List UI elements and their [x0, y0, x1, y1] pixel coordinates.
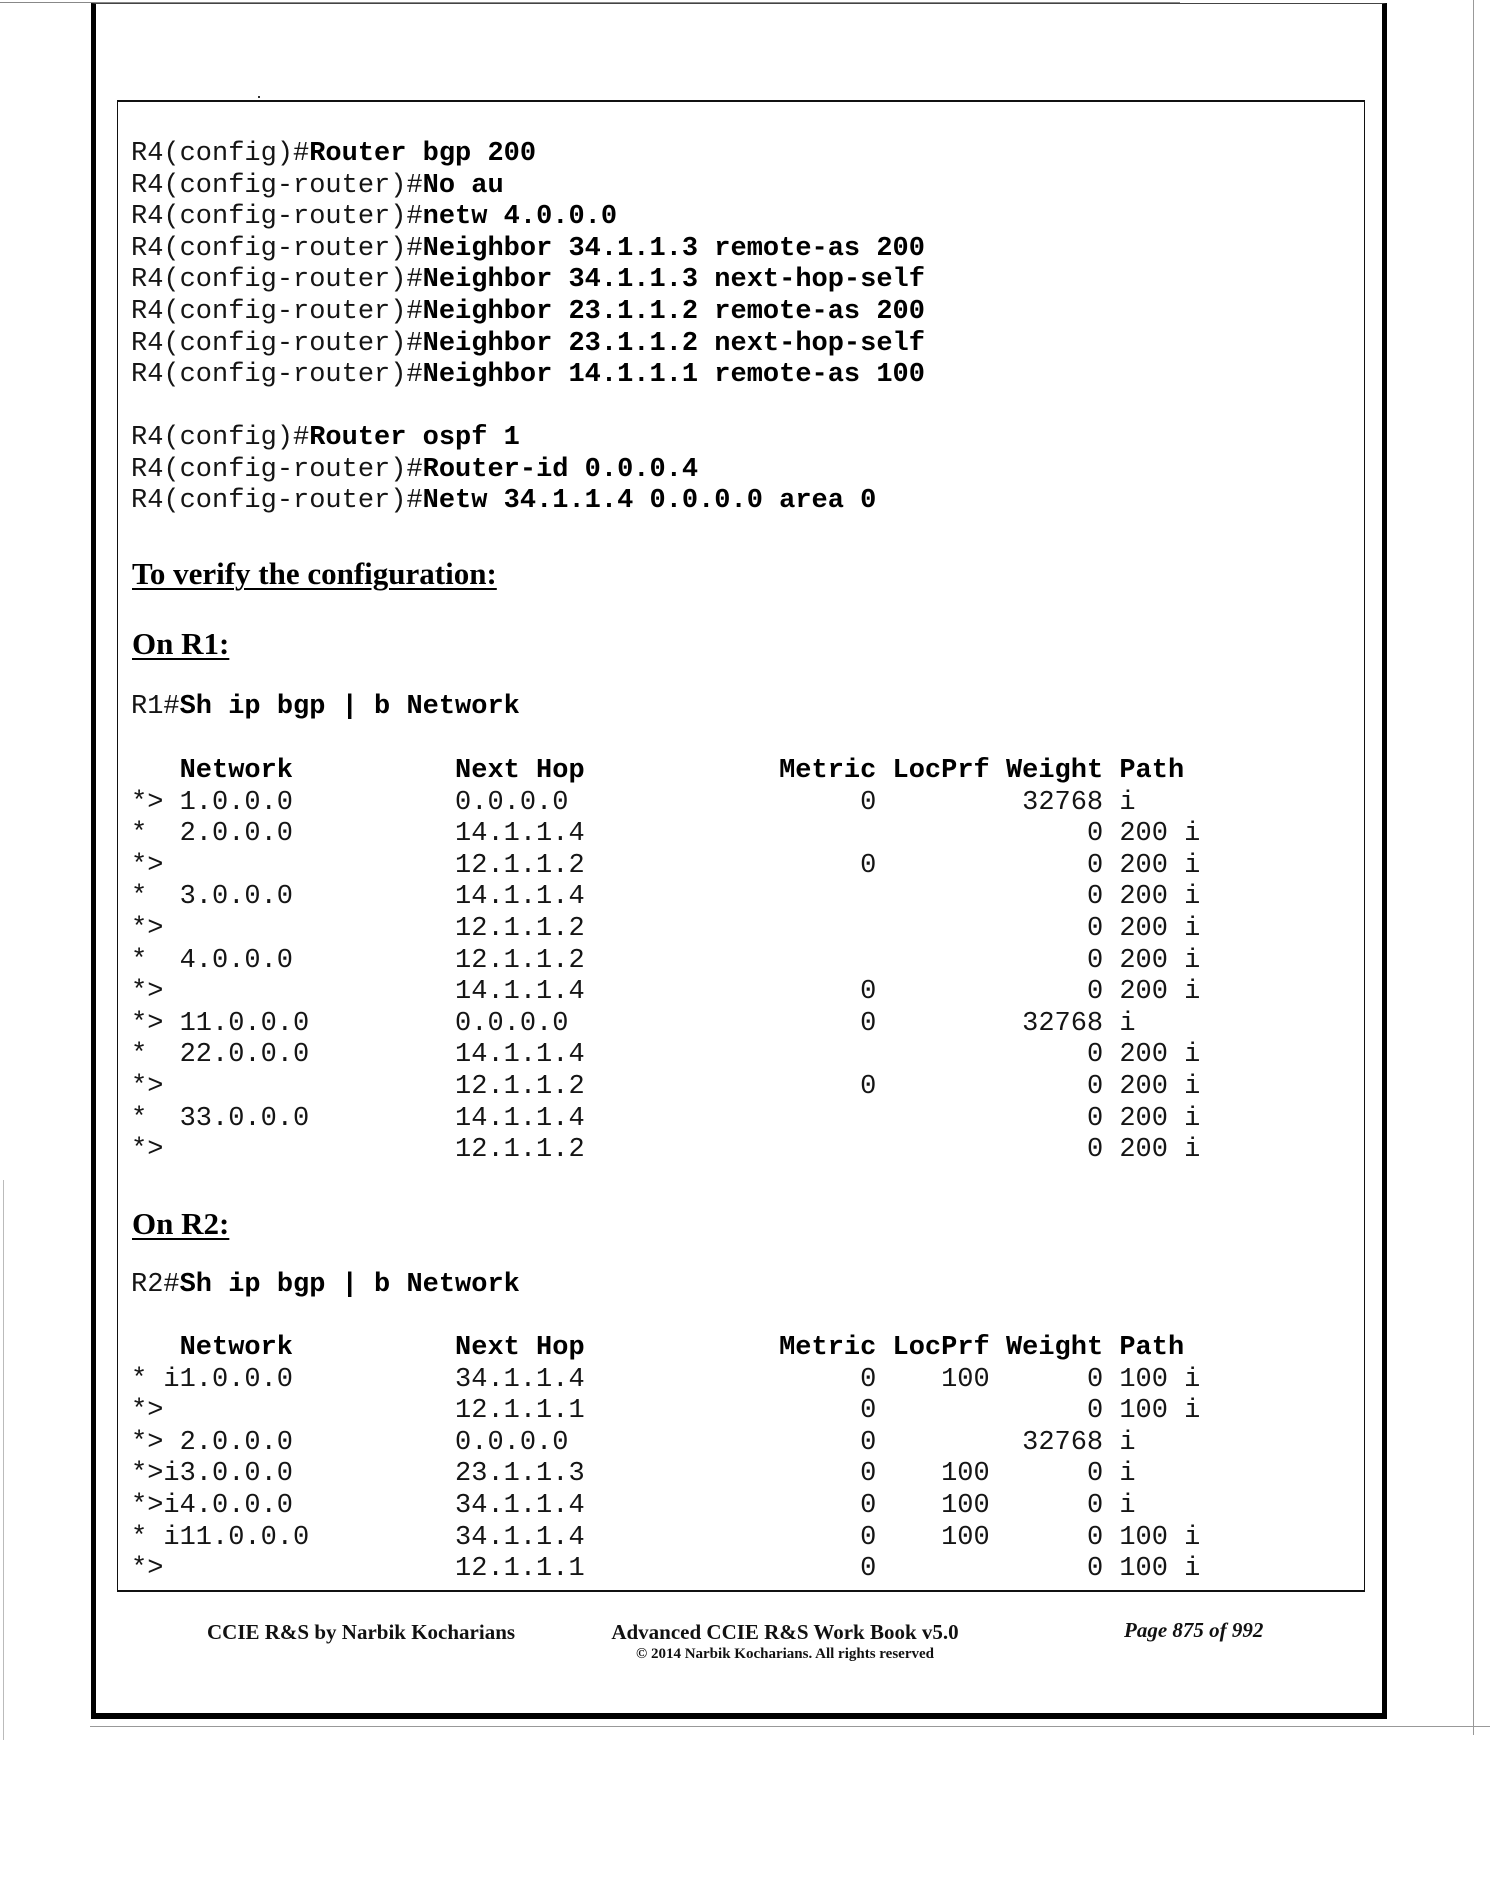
route-path: 200 i: [1119, 1135, 1201, 1166]
route-next-hop: 12.1.1.2: [455, 1071, 585, 1102]
route-next-hop: 0.0.0.0: [455, 787, 569, 818]
table-row: [131, 977, 1231, 1009]
config-command: Netw 34.1.1.4 0.0.0.0 area 0: [422, 486, 877, 517]
route-metric: 0: [860, 1427, 877, 1458]
route-metric: 0: [860, 787, 877, 818]
r2-command-line: [131, 1270, 520, 1302]
route-status: *>: [131, 850, 164, 881]
route-weight: 0: [1086, 1135, 1104, 1166]
route-weight: 0: [1086, 1103, 1104, 1134]
route-weight: 0: [1086, 1040, 1104, 1071]
route-locprf: 100: [941, 1522, 990, 1553]
table-row: [131, 882, 1231, 914]
route-next-hop: 14.1.1.4: [455, 977, 585, 1008]
footer-book-title: Advanced CCIE R&S Work Book v5.0: [611, 1620, 959, 1644]
route-network: 1.0.0.0: [179, 1364, 294, 1395]
route-status: *: [131, 1040, 148, 1071]
route-network: 11.0.0.0: [179, 1008, 310, 1039]
table-row: [131, 1009, 1231, 1041]
route-status: *>: [131, 1008, 164, 1039]
config-command: No au: [422, 170, 504, 201]
r4-ospf-config: [131, 423, 876, 518]
route-metric: 0: [860, 1490, 877, 1521]
route-next-hop: 0.0.0.0: [455, 1427, 569, 1458]
r1-command: Sh ip bgp | b Network: [179, 692, 520, 722]
route-status: *>: [131, 977, 164, 1008]
table-row: [131, 1135, 1231, 1167]
table-row: [131, 1396, 1231, 1428]
scan-edge-bottom: [90, 1726, 1490, 1727]
verify-heading: To verify the configuration:: [132, 556, 497, 591]
config-prompt: R4(config)#: [131, 423, 310, 453]
route-path: i: [1119, 1459, 1136, 1490]
config-prompt: R4(config-router)#: [131, 170, 423, 201]
route-next-hop: 12.1.1.1: [455, 1554, 585, 1585]
route-metric: 0: [860, 1522, 877, 1553]
route-network: 2.0.0.0: [179, 819, 294, 850]
route-path: i: [1119, 1008, 1136, 1039]
table-row: [131, 1554, 1231, 1586]
route-metric: 0: [860, 1554, 877, 1585]
route-path: 100 i: [1119, 1396, 1201, 1427]
config-command: Neighbor 34.1.1.3 next-hop-self: [422, 265, 925, 296]
r2-bgp-table: [131, 1333, 1231, 1586]
route-next-hop: 34.1.1.4: [455, 1364, 585, 1395]
config-command: Neighbor 23.1.1.2 remote-as 200: [422, 296, 925, 327]
route-path: 200 i: [1119, 1040, 1201, 1071]
config-line: [131, 171, 925, 203]
route-weight: 0: [1086, 1490, 1104, 1521]
config-line: [131, 265, 925, 297]
footer-center: [585, 1620, 985, 1663]
route-weight: 0: [1086, 1554, 1104, 1585]
route-status: *: [131, 945, 148, 976]
route-network: 33.0.0.0: [179, 1103, 310, 1134]
config-prompt: R4(config-router)#: [131, 233, 423, 264]
route-network: 2.0.0.0: [179, 1427, 294, 1458]
config-prompt: R4(config-router)#: [131, 360, 423, 391]
table-row: [131, 1459, 1231, 1491]
route-path: i: [1119, 787, 1136, 818]
config-command: Router bgp 200: [309, 139, 537, 169]
col-metric-header: Metric: [779, 1333, 877, 1363]
route-weight: 0: [1086, 850, 1104, 881]
route-status: *: [131, 1103, 148, 1134]
table-row: [131, 1523, 1231, 1555]
route-path: 100 i: [1119, 1364, 1201, 1395]
table-row: [131, 1040, 1231, 1072]
route-weight: 0: [1086, 1071, 1104, 1102]
col-weight-header: Weight: [1005, 756, 1104, 786]
route-path: 200 i: [1119, 913, 1201, 944]
config-prompt: R4(config-router)#: [131, 296, 423, 327]
route-metric: 0: [860, 1071, 877, 1102]
config-command: Router ospf 1: [309, 423, 520, 453]
footer-author: CCIE R&S by Narbik Kocharians: [207, 1620, 516, 1644]
config-line: [131, 486, 876, 518]
r2-table-header: [131, 1333, 1231, 1365]
scan-edge-left: [3, 1180, 4, 1740]
route-next-hop: 14.1.1.4: [455, 1103, 585, 1134]
route-status: *>: [131, 913, 164, 944]
route-network: 4.0.0.0: [179, 1490, 294, 1521]
route-status: *>: [131, 787, 164, 818]
route-path: 200 i: [1119, 977, 1201, 1008]
on-r2-heading: On R2:: [132, 1206, 230, 1241]
config-prompt: R4(config-router)#: [131, 265, 423, 296]
r1-command-line: [131, 692, 520, 724]
col-locprf-header: LocPrf: [892, 1333, 990, 1363]
route-path: 200 i: [1119, 1103, 1201, 1134]
route-status: * i: [131, 1364, 180, 1395]
col-locprf-header: LocPrf: [892, 756, 990, 786]
r1-table-header: [131, 756, 1231, 788]
col-network-header: Network: [179, 1333, 294, 1363]
route-next-hop: 14.1.1.4: [455, 882, 585, 913]
table-row: [131, 946, 1231, 978]
route-metric: 0: [860, 1396, 877, 1427]
config-line: [131, 360, 925, 392]
col-path-header: Path: [1119, 756, 1185, 786]
route-network: 3.0.0.0: [179, 1459, 294, 1490]
route-weight: 32768: [1022, 1427, 1104, 1458]
config-line: [131, 139, 925, 171]
table-row: [131, 788, 1231, 820]
config-line: [131, 202, 925, 234]
route-weight: 0: [1086, 913, 1104, 944]
route-metric: 0: [860, 1364, 877, 1395]
col-next-hop-header: Next Hop: [455, 1333, 585, 1363]
route-weight: 0: [1086, 945, 1104, 976]
r1-bgp-table: [131, 756, 1231, 1167]
config-prompt: R4(config-router)#: [131, 202, 423, 233]
col-network-header: Network: [179, 756, 294, 786]
route-next-hop: 12.1.1.1: [455, 1396, 585, 1427]
route-weight: 0: [1086, 1459, 1104, 1490]
route-status: *: [131, 882, 148, 913]
page-number: Page 875 of 992: [1124, 1618, 1264, 1642]
route-next-hop: 14.1.1.4: [455, 819, 585, 850]
col-metric-header: Metric: [779, 756, 877, 786]
col-weight-header: Weight: [1005, 1333, 1104, 1363]
route-network: 4.0.0.0: [179, 945, 294, 976]
route-status: *>: [131, 1427, 164, 1458]
route-status: *>: [131, 1554, 164, 1585]
route-metric: 0: [860, 977, 877, 1008]
route-network: 3.0.0.0: [179, 882, 294, 913]
route-status: *>: [131, 1396, 164, 1427]
scan-edge-right: [1473, 0, 1474, 1735]
route-weight: 0: [1086, 882, 1104, 913]
config-prompt: R4(config)#: [131, 139, 310, 169]
route-path: i: [1119, 1427, 1136, 1458]
route-next-hop: 23.1.1.3: [455, 1459, 585, 1490]
config-prompt: R4(config-router)#: [131, 454, 423, 485]
table-row: [131, 914, 1231, 946]
route-weight: 32768: [1022, 1008, 1104, 1039]
route-weight: 0: [1086, 1396, 1104, 1427]
config-line: [131, 234, 925, 266]
route-path: 100 i: [1119, 1554, 1201, 1585]
route-next-hop: 12.1.1.2: [455, 850, 585, 881]
route-status: *: [131, 819, 148, 850]
route-next-hop: 12.1.1.2: [455, 945, 585, 976]
col-path-header: Path: [1119, 1333, 1185, 1363]
route-network: 22.0.0.0: [179, 1040, 310, 1071]
route-status: * i: [131, 1522, 180, 1553]
footer-copyright: © 2014 Narbik Kocharians. All rights reserved: [635, 1646, 934, 1662]
config-line: [131, 455, 876, 487]
config-command: Neighbor 23.1.1.2 next-hop-self: [422, 328, 925, 359]
route-next-hop: 34.1.1.4: [455, 1522, 585, 1553]
route-network: 1.0.0.0: [179, 787, 294, 818]
col-next-hop-header: Next Hop: [455, 756, 585, 786]
route-path: 200 i: [1119, 945, 1201, 976]
table-row: [131, 819, 1231, 851]
route-next-hop: 12.1.1.2: [455, 1135, 585, 1166]
route-metric: 0: [860, 1008, 877, 1039]
route-weight: 0: [1086, 819, 1104, 850]
config-line: [131, 297, 925, 329]
config-command: Router-id 0.0.0.4: [422, 454, 699, 485]
route-status: *>: [131, 1135, 164, 1166]
route-path: 200 i: [1119, 850, 1201, 881]
table-row: [131, 1072, 1231, 1104]
route-metric: 0: [860, 850, 877, 881]
route-locprf: 100: [941, 1459, 990, 1490]
config-line: [131, 329, 925, 361]
config-command: Neighbor 14.1.1.1 remote-as 100: [422, 360, 925, 391]
route-path: 200 i: [1119, 819, 1201, 850]
route-path: 200 i: [1119, 882, 1201, 913]
table-row: [131, 1365, 1231, 1397]
r2-prompt: R2#: [131, 1270, 180, 1300]
route-locprf: 100: [941, 1364, 990, 1395]
config-prompt: R4(config-router)#: [131, 486, 423, 517]
table-row: [131, 1491, 1231, 1523]
table-row: [131, 1104, 1231, 1136]
route-locprf: 100: [941, 1490, 990, 1521]
route-metric: 0: [860, 1459, 877, 1490]
route-network: 11.0.0.0: [179, 1522, 310, 1553]
route-next-hop: 0.0.0.0: [455, 1008, 569, 1039]
r2-command: Sh ip bgp | b Network: [179, 1270, 520, 1300]
route-path: 100 i: [1119, 1522, 1201, 1553]
config-line: [131, 423, 876, 455]
route-status: *>: [131, 1071, 164, 1102]
config-command: netw 4.0.0.0: [422, 202, 618, 233]
r4-bgp-config: [131, 139, 925, 392]
route-status: *>i: [131, 1459, 180, 1490]
config-command: Neighbor 34.1.1.3 remote-as 200: [422, 233, 925, 264]
on-r1-heading: On R1:: [132, 626, 230, 661]
config-prompt: R4(config-router)#: [131, 328, 423, 359]
scan-speck: [258, 96, 260, 98]
route-path: 200 i: [1119, 1071, 1201, 1102]
route-next-hop: 14.1.1.4: [455, 1040, 585, 1071]
route-weight: 0: [1086, 977, 1104, 1008]
route-status: *>i: [131, 1490, 180, 1521]
route-path: i: [1119, 1490, 1136, 1521]
table-row: [131, 1428, 1231, 1460]
route-next-hop: 34.1.1.4: [455, 1490, 585, 1521]
route-next-hop: 12.1.1.2: [455, 913, 585, 944]
table-row: [131, 851, 1231, 883]
route-weight: 0: [1086, 1364, 1104, 1395]
route-weight: 32768: [1022, 787, 1104, 818]
r1-prompt: R1#: [131, 692, 180, 722]
route-weight: 0: [1086, 1522, 1104, 1553]
